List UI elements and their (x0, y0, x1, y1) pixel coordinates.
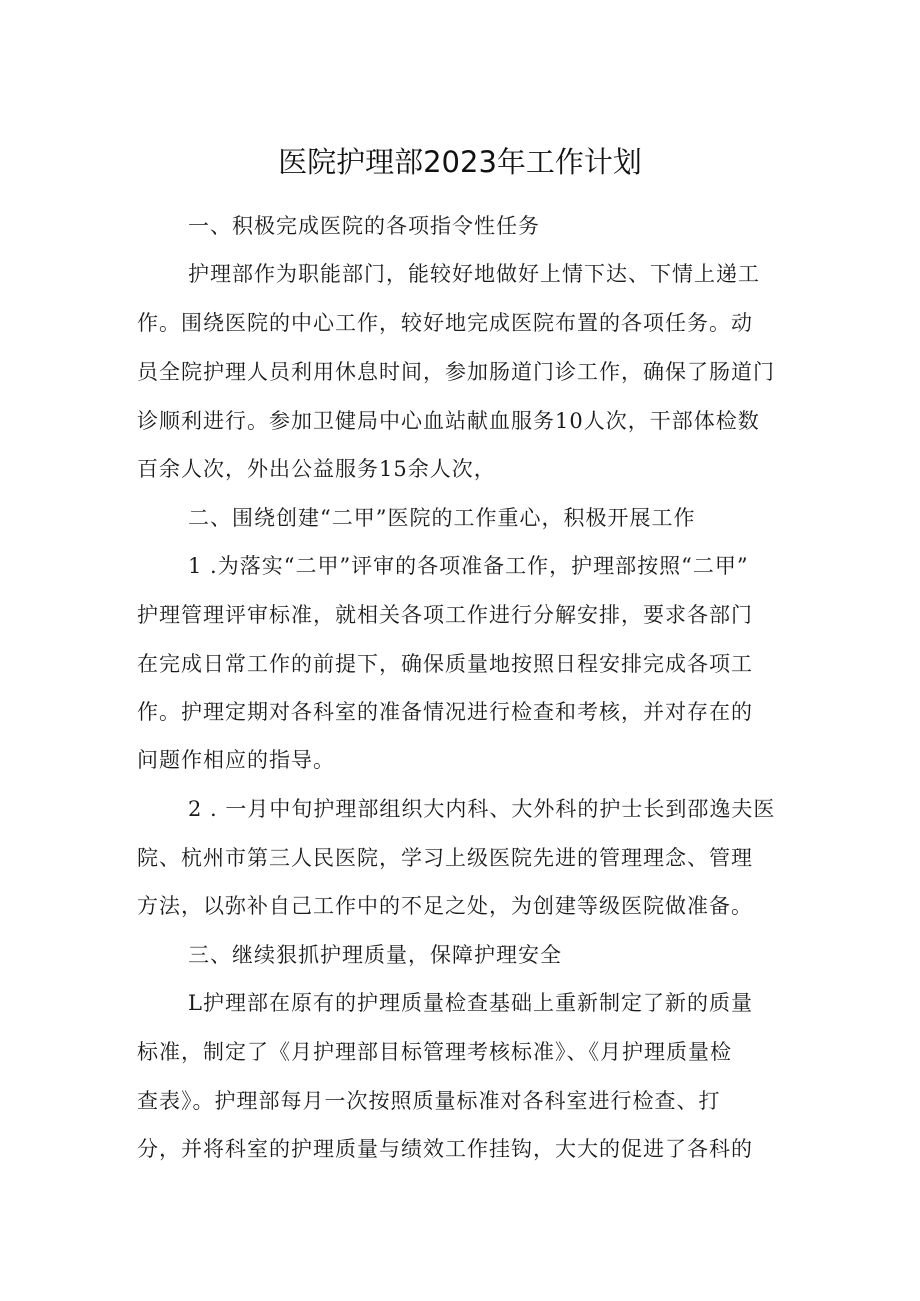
section-heading-1: 一、积极完成医院的各项指令性任务 (188, 214, 540, 238)
paragraph-line: 百余人次，外出公益服务15余人次， (137, 457, 496, 481)
paragraph-line: 院、杭州市第三人民医院，学习上级医院先进的管理理念、管理 (137, 846, 753, 870)
paragraph-line: 员全院护理人员利用休息时间，参加肠道门诊工作，确保了肠道门 (137, 360, 775, 384)
paragraph-line: 查表》。护理部每月一次按照质量标准对各科室进行检查、打 (137, 1089, 721, 1113)
paragraph-line: 护理部作为职能部门，能较好地做好上情下达、下情上递工 (188, 262, 760, 286)
paragraph-line: L护理部在原有的护理质量检查基础上重新制定了新的质量 (188, 991, 753, 1015)
paragraph-line: 方法，以弥补自己工作中的不足之处，为创建等级医院做准备。 (137, 894, 753, 918)
paragraph-line: 标准，制定了《月护理部目标管理考核标准》、《月护理质量检 (137, 1040, 732, 1064)
paragraph-line: 分，并将科室的护理质量与绩效工作挂钩，大大的促进了各科的 (137, 1137, 753, 1161)
document-title: 医院护理部2023年工作计划 (278, 145, 642, 179)
paragraph-line: 问题作相应的指导。 (137, 748, 335, 772)
paragraph-line: 诊顺利进行。参加卫健局中心血站献血服务10人次，干部体检数 (137, 409, 760, 433)
section-heading-3: 三、继续狠抓护理质量，保障护理安全 (188, 943, 562, 967)
paragraph-line: 1 .为落实“二甲”评审的各项准备工作，护理部按照“二甲” (188, 554, 749, 578)
section-heading-2: 二、围绕创建“二甲”医院的工作重心，积极开展工作 (188, 506, 696, 530)
paragraph-line: 护理管理评审标准，就相关各项工作进行分解安排，要求各部门 (137, 603, 753, 627)
paragraph-line: 在完成日常工作的前提下，确保质量地按照日程安排完成各项工 (137, 652, 753, 676)
paragraph-line: 作。围绕医院的中心工作，较好地完成医院布置的各项任务。动 (137, 311, 753, 335)
paragraph-line: 2 . 一月中旬护理部组织大内科、大外科的护士长到邵逸夫医 (188, 797, 776, 821)
paragraph-line: 作。护理定期对各科室的准备情况进行检查和考核，并对存在的 (137, 700, 753, 724)
